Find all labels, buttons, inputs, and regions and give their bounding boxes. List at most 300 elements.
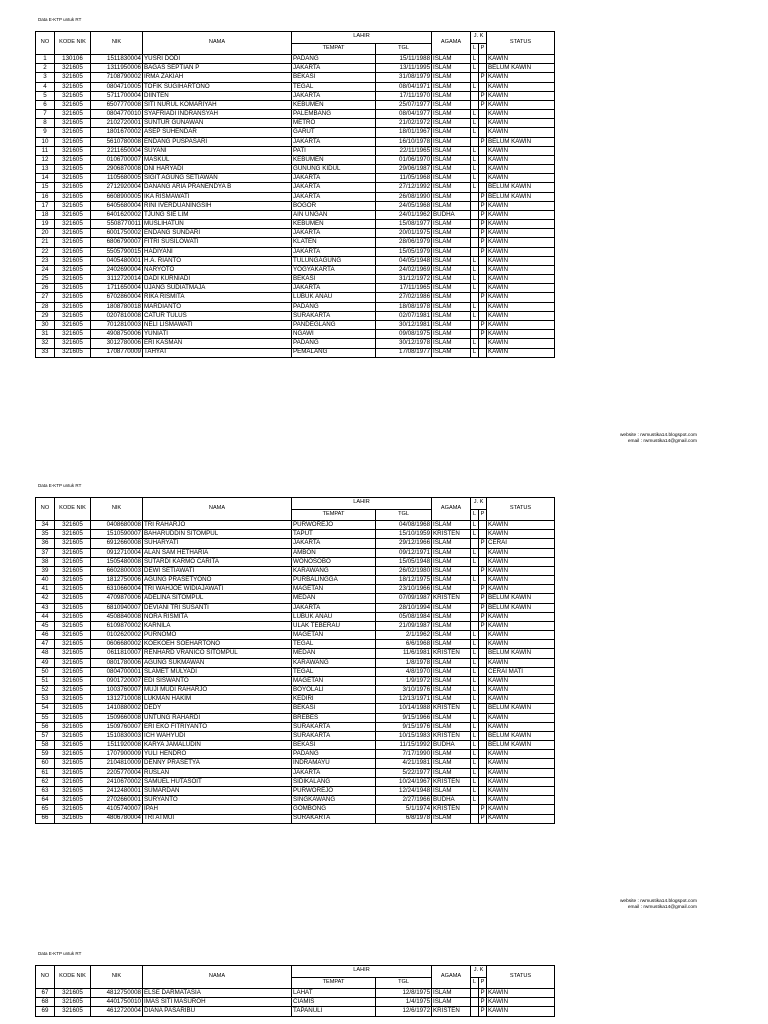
row-nama: IPAH — [143, 805, 292, 814]
row-nik: 5508770011 — [91, 220, 143, 229]
row-no: 7 — [36, 110, 55, 119]
row-tempat-lahir: PATI — [292, 146, 376, 155]
row-jk-l: L — [471, 311, 479, 320]
row-nama: SIGIT AGUNG SETIAWAN — [143, 174, 292, 183]
row-status: KAWIN — [487, 110, 555, 119]
row-jk-l: L — [471, 686, 479, 695]
row-nik: 0207810008 — [91, 311, 143, 320]
row-kode-nik: 321605 — [55, 750, 91, 759]
row-status: KAWIN — [487, 814, 555, 823]
row-agama: ISLAM — [432, 73, 471, 82]
row-jk-l: L — [471, 704, 479, 713]
row-jk-p — [479, 548, 487, 557]
row-tgl-lahir: 27/12/1992 — [376, 183, 432, 192]
row-agama: ISLAM — [432, 128, 471, 137]
row-nama: UJANG SUDIATMAJA — [143, 284, 292, 293]
row-jk-l: L — [471, 631, 479, 640]
table-row — [36, 998, 555, 1007]
row-tempat-lahir: PURBALINGGA — [292, 576, 376, 585]
row-nik: 2702660001 — [91, 796, 143, 805]
row-kode-nik: 321605 — [55, 796, 91, 805]
row-nama: AGUNG SUKMAWAN — [143, 658, 292, 667]
row-status: KAWIN — [487, 100, 555, 109]
row-agama: ISLAM — [432, 311, 471, 320]
row-nik: 4105740007 — [91, 805, 143, 814]
footer-email: email : rwmustika14@gmail.com — [627, 904, 697, 910]
table-row — [36, 82, 555, 91]
row-agama: ISLAM — [432, 521, 471, 530]
row-agama: ISLAM — [432, 137, 471, 146]
row-agama: ISLAM — [432, 695, 471, 704]
row-tgl-lahir: 18/08/1978 — [376, 302, 432, 311]
row-agama: ISLAM — [432, 192, 471, 201]
row-nama: SITI NURUL KOMARIYAH — [143, 100, 292, 109]
table-row — [36, 201, 555, 210]
row-jk-l: L — [471, 339, 479, 348]
row-status: KAWIN — [487, 777, 555, 786]
row-jk-l: L — [471, 265, 479, 274]
row-jk-p — [479, 174, 487, 183]
row-status: BELUM KAWIN — [487, 192, 555, 201]
row-tempat-lahir: JAKARTA — [292, 768, 376, 777]
row-nik: 7108790002 — [91, 73, 143, 82]
row-jk-l: L — [471, 722, 479, 731]
table-row — [36, 64, 555, 73]
row-tempat-lahir: BEKASI — [292, 741, 376, 750]
row-tempat-lahir: SURAKARTA — [292, 311, 376, 320]
row-tempat-lahir: PANDEGLANG — [292, 320, 376, 329]
table-row — [36, 539, 555, 548]
row-status: BELUM KAWIN — [487, 731, 555, 740]
row-no: 54 — [36, 704, 55, 713]
row-no: 53 — [36, 695, 55, 704]
row-no: 27 — [36, 293, 55, 302]
row-jk-l — [471, 989, 479, 998]
row-jk-l — [471, 247, 479, 256]
header-agama: AGAMA — [432, 498, 471, 521]
row-tgl-lahir: 05/08/1984 — [376, 612, 432, 621]
row-tgl-lahir: 18/12/1975 — [376, 576, 432, 585]
row-status: KAWIN — [487, 174, 555, 183]
row-tgl-lahir: 26/08/1990 — [376, 192, 432, 201]
row-tempat-lahir: AMBON — [292, 548, 376, 557]
table-row — [36, 1007, 555, 1016]
table-row — [36, 348, 555, 357]
row-tgl-lahir: 6/6/1968 — [376, 640, 432, 649]
row-tempat-lahir: SURAKARTA — [292, 814, 376, 823]
row-kode-nik: 321605 — [55, 238, 91, 247]
row-agama: ISLAM — [432, 146, 471, 155]
row-jk-p: P — [480, 220, 485, 228]
row-tgl-lahir: 17/08/1977 — [376, 348, 432, 357]
row-jk-p: P — [480, 229, 485, 237]
row-no: 51 — [36, 676, 55, 685]
row-jk-p — [479, 339, 487, 348]
row-no: 46 — [36, 631, 55, 640]
header-tgl: TGL — [376, 977, 432, 989]
row-jk-l: L — [471, 155, 479, 164]
row-tgl-lahir: 13/11/1995 — [376, 64, 432, 73]
row-kode-nik: 321605 — [55, 137, 91, 146]
row-kode-nik: 321605 — [55, 73, 91, 82]
row-jk-l: L — [471, 119, 479, 128]
row-jk-l: L — [471, 128, 479, 137]
row-status: KAWIN — [487, 348, 555, 357]
row-jk-p — [479, 302, 487, 311]
row-tempat-lahir: JAKARTA — [292, 183, 376, 192]
header-tempat: TEMPAT — [292, 509, 376, 521]
row-status: KAWIN — [487, 119, 555, 128]
row-no: 17 — [36, 201, 55, 210]
document-title: Data E-KTP untuk RT — [38, 483, 82, 488]
row-no: 2 — [36, 64, 55, 73]
header-tgl: TGL — [376, 43, 432, 55]
row-jk-l: L — [471, 256, 479, 265]
row-nama: ERI KASMAN — [143, 339, 292, 348]
row-tempat-lahir: MEDAN — [292, 649, 376, 658]
row-tgl-lahir: 18/01/1967 — [376, 128, 432, 137]
row-kode-nik: 321605 — [55, 210, 91, 219]
table-row — [36, 146, 555, 155]
row-tgl-lahir: 5/22/1977 — [376, 768, 432, 777]
row-jk-p — [479, 695, 487, 704]
row-nik: 0801780006 — [91, 658, 143, 667]
row-nama: KARYA JAMALUDIN — [143, 741, 292, 750]
row-kode-nik: 321605 — [55, 566, 91, 575]
row-nama: KARNILA — [143, 621, 292, 630]
row-nama: ERI EKO FITRIYANTO — [143, 722, 292, 731]
row-tempat-lahir: BREBES — [292, 713, 376, 722]
row-nik: 7012810003 — [91, 320, 143, 329]
row-kode-nik: 321605 — [55, 100, 91, 109]
table-row — [36, 320, 555, 329]
row-jk-p — [479, 521, 487, 530]
row-nik: 4908750006 — [91, 330, 143, 339]
row-nama: TJUNG SIE LIM — [143, 210, 292, 219]
row-status: KAWIN — [487, 521, 555, 530]
row-kode-nik: 321605 — [55, 146, 91, 155]
row-jk-l: L — [471, 521, 479, 530]
row-no: 12 — [36, 155, 55, 164]
row-no: 48 — [36, 649, 55, 658]
row-agama: ISLAM — [432, 566, 471, 575]
row-kode-nik: 321605 — [55, 155, 91, 164]
row-nik: 0912710004 — [91, 548, 143, 557]
row-jk-p: P — [480, 192, 485, 200]
row-jk-p — [479, 741, 487, 750]
row-no: 1 — [36, 55, 55, 64]
table-row — [36, 530, 555, 539]
row-jk-l: L — [471, 348, 479, 357]
row-tgl-lahir: 17/11/1970 — [376, 91, 432, 100]
row-jk-l — [471, 210, 479, 219]
header-nama: NAMA — [143, 32, 292, 55]
row-jk-p: P — [480, 612, 485, 620]
row-kode-nik: 321605 — [55, 594, 91, 603]
row-jk-l — [471, 621, 479, 630]
row-nama: RINI IVERDUANINGSIH — [143, 201, 292, 210]
row-nama: HADIYANI — [143, 247, 292, 256]
row-agama: ISLAM — [432, 814, 471, 823]
row-kode-nik: 321605 — [55, 768, 91, 777]
header-p: P — [479, 977, 487, 989]
row-tempat-lahir: MEDAN — [292, 594, 376, 603]
row-no: 40 — [36, 576, 55, 585]
row-jk-l: L — [471, 640, 479, 649]
table-row — [36, 119, 555, 128]
row-no: 33 — [36, 348, 55, 357]
row-jk-l: L — [471, 557, 479, 566]
row-kode-nik: 321605 — [55, 311, 91, 320]
row-status: KAWIN — [487, 146, 555, 155]
row-status: KAWIN — [487, 165, 555, 174]
row-jk-l — [471, 220, 479, 229]
row-jk-p: P — [480, 998, 485, 1006]
row-tgl-lahir: 22/11/1965 — [376, 146, 432, 155]
row-tempat-lahir: TEGAL — [292, 82, 376, 91]
row-no: 38 — [36, 557, 55, 566]
row-jk-l — [471, 612, 479, 621]
header-lahir: LAHIR — [292, 498, 432, 510]
row-kode-nik: 321605 — [55, 686, 91, 695]
row-tempat-lahir: PADANG — [292, 55, 376, 64]
row-jk-p: P — [480, 91, 485, 99]
row-jk-l: L — [471, 183, 479, 192]
row-jk-p — [479, 722, 487, 731]
row-jk-l — [471, 91, 479, 100]
row-tempat-lahir: SURAKARTA — [292, 731, 376, 740]
row-nik: 2410670002 — [91, 777, 143, 786]
row-kode-nik: 321605 — [55, 722, 91, 731]
table-header — [36, 966, 555, 989]
row-nama: IMAS SITI MASUROH — [143, 998, 292, 1007]
row-tgl-lahir: 28/10/1994 — [376, 603, 432, 612]
row-jk-l: L — [471, 750, 479, 759]
row-jk-p: P — [480, 238, 485, 246]
row-tempat-lahir: TULUNGAGUNG — [292, 256, 376, 265]
row-nik: 6608900005 — [91, 192, 143, 201]
table-row — [36, 585, 555, 594]
row-no: 59 — [36, 750, 55, 759]
row-kode-nik: 321605 — [55, 585, 91, 594]
table-row — [36, 238, 555, 247]
row-tempat-lahir: JAKARTA — [292, 64, 376, 73]
row-kode-nik: 321605 — [55, 119, 91, 128]
table-row — [36, 247, 555, 256]
row-nik: 1003760007 — [91, 686, 143, 695]
row-tgl-lahir: 04/08/1968 — [376, 521, 432, 530]
row-status: KAWIN — [487, 621, 555, 630]
row-jk-p — [479, 55, 487, 64]
row-kode-nik: 321605 — [55, 247, 91, 256]
row-jk-l: L — [471, 275, 479, 284]
row-jk-p — [479, 165, 487, 174]
row-nik: 4612720004 — [91, 1007, 143, 1016]
row-nik: 1708770009 — [91, 348, 143, 357]
row-no: 39 — [36, 566, 55, 575]
row-nama: PURNOMO — [143, 631, 292, 640]
document-title: Data E-KTP untuk RT — [38, 17, 82, 22]
header-no: NO — [36, 32, 55, 55]
row-tempat-lahir: JAKARTA — [292, 539, 376, 548]
row-nik: 1509660008 — [91, 713, 143, 722]
row-jk-l — [471, 998, 479, 1007]
row-nik: 1510830003 — [91, 731, 143, 740]
row-agama: ISLAM — [432, 585, 471, 594]
row-tgl-lahir: 16/10/1978 — [376, 137, 432, 146]
row-jk-l — [471, 238, 479, 247]
row-kode-nik: 321605 — [55, 658, 91, 667]
row-tgl-lahir: 31/12/1972 — [376, 275, 432, 284]
row-jk-l — [471, 539, 479, 548]
row-no: 55 — [36, 713, 55, 722]
header-status: STATUS — [487, 498, 555, 521]
row-tgl-lahir: 29/12/1966 — [376, 539, 432, 548]
row-status: KAWIN — [487, 576, 555, 585]
row-nama: RIKA RISMITA — [143, 293, 292, 302]
table-row — [36, 155, 555, 164]
row-agama: ISLAM — [432, 768, 471, 777]
row-nik: 6001750002 — [91, 229, 143, 238]
row-agama: KRISTEN — [432, 1007, 471, 1016]
row-tempat-lahir: SINGKAWANG — [292, 796, 376, 805]
row-nama: SYAFRIADI INDRANSYAH — [143, 110, 292, 119]
row-nama: ENDANG PUSPASARI — [143, 137, 292, 146]
row-status: KAWIN — [487, 201, 555, 210]
table-row — [36, 731, 555, 740]
row-nik: 2211650004 — [91, 146, 143, 155]
row-tempat-lahir: BEKASI — [292, 275, 376, 284]
row-kode-nik: 321605 — [55, 741, 91, 750]
row-tempat-lahir: PALEMBANG — [292, 110, 376, 119]
row-status: CERAI MATI — [487, 667, 555, 676]
row-nama: DADI KURNIADI — [143, 275, 292, 284]
row-jk-p — [479, 110, 487, 119]
row-tgl-lahir: 26/02/1980 — [376, 566, 432, 575]
row-jk-p — [479, 557, 487, 566]
row-nik: 6806790007 — [91, 238, 143, 247]
row-nama: DEDY — [143, 704, 292, 713]
row-status: BELUM KAWIN — [487, 649, 555, 658]
row-jk-l: L — [471, 695, 479, 704]
table-row — [36, 265, 555, 274]
table-row — [36, 631, 555, 640]
row-status: KAWIN — [487, 220, 555, 229]
row-no: 65 — [36, 805, 55, 814]
row-agama: BUDHA — [432, 210, 471, 219]
header-kode-nik: KODE NIK — [55, 32, 91, 55]
row-agama: ISLAM — [432, 220, 471, 229]
row-no: 62 — [36, 777, 55, 786]
row-kode-nik: 321605 — [55, 1007, 91, 1016]
row-agama: ISLAM — [432, 265, 471, 274]
row-tempat-lahir: PADANG — [292, 339, 376, 348]
row-jk-l — [471, 73, 479, 82]
row-tgl-lahir: 4/21/1981 — [376, 759, 432, 768]
row-tgl-lahir: 4/8/1970 — [376, 667, 432, 676]
header-nama: NAMA — [143, 966, 292, 989]
row-no: 28 — [36, 302, 55, 311]
row-tgl-lahir: 08/04/1971 — [376, 82, 432, 91]
table-row — [36, 814, 555, 823]
row-agama: ISLAM — [432, 293, 471, 302]
row-nama: AGUNG PRASETYONO — [143, 576, 292, 585]
row-agama: ISLAM — [432, 640, 471, 649]
row-status: KAWIN — [487, 155, 555, 164]
row-tempat-lahir: PADANG — [292, 302, 376, 311]
table-row — [36, 612, 555, 621]
row-agama: ISLAM — [432, 557, 471, 566]
row-status: KAWIN — [487, 128, 555, 137]
row-status: KAWIN — [487, 1007, 555, 1016]
row-nik: 1410880002 — [91, 704, 143, 713]
header-lahir: LAHIR — [292, 32, 432, 44]
row-tgl-lahir: 29/06/1987 — [376, 165, 432, 174]
row-tempat-lahir: PURWOREJO — [292, 521, 376, 530]
row-nik: 0611810007 — [91, 649, 143, 658]
row-tempat-lahir: BOGOR — [292, 201, 376, 210]
row-kode-nik: 321605 — [55, 998, 91, 1007]
row-nama: KOEKOEH SOEHARTONO — [143, 640, 292, 649]
row-tgl-lahir: 7/17/1990 — [376, 750, 432, 759]
table-row — [36, 210, 555, 219]
row-nama: SUHARYATI — [143, 539, 292, 548]
row-jk-l: L — [471, 548, 479, 557]
row-agama: ISLAM — [432, 100, 471, 109]
row-nama: CATUR TULUS — [143, 311, 292, 320]
table-row — [36, 989, 555, 998]
row-tempat-lahir: TEGAL — [292, 640, 376, 649]
row-status: KAWIN — [487, 676, 555, 685]
row-tempat-lahir: WONOSOBO — [292, 557, 376, 566]
row-kode-nik: 321605 — [55, 110, 91, 119]
header-tempat: TEMPAT — [292, 977, 376, 989]
row-agama: KRISTEN — [432, 530, 471, 539]
row-jk-l: L — [471, 64, 479, 73]
row-jk-l: L — [471, 110, 479, 119]
row-nik: 1105680005 — [91, 174, 143, 183]
row-status: KAWIN — [487, 548, 555, 557]
row-agama: ISLAM — [432, 603, 471, 612]
row-jk-p: P — [480, 566, 485, 574]
row-jk-p — [479, 768, 487, 777]
row-agama: ISLAM — [432, 275, 471, 284]
row-nama: SURYANTO — [143, 796, 292, 805]
row-jk-l — [471, 293, 479, 302]
row-tgl-lahir: 2/1/1962 — [376, 631, 432, 640]
row-kode-nik: 321605 — [55, 220, 91, 229]
row-tempat-lahir: GOMBONG — [292, 805, 376, 814]
row-tgl-lahir: 15/05/1948 — [376, 557, 432, 566]
row-no: 34 — [36, 521, 55, 530]
row-no: 45 — [36, 621, 55, 630]
row-jk-l: L — [471, 777, 479, 786]
row-agama: ISLAM — [432, 91, 471, 100]
row-kode-nik: 321605 — [55, 640, 91, 649]
row-tgl-lahir: 01/06/1970 — [376, 155, 432, 164]
row-kode-nik: 321605 — [55, 530, 91, 539]
row-tgl-lahir: 27/02/1986 — [376, 293, 432, 302]
table-row — [36, 165, 555, 174]
row-no: 61 — [36, 768, 55, 777]
row-agama: ISLAM — [432, 201, 471, 210]
row-status: KAWIN — [487, 265, 555, 274]
row-tgl-lahir: 07/09/1987 — [376, 594, 432, 603]
row-tempat-lahir: YOGYAKARTA — [292, 265, 376, 274]
table-row — [36, 713, 555, 722]
row-jk-p: P — [480, 201, 485, 209]
table-row — [36, 521, 555, 530]
